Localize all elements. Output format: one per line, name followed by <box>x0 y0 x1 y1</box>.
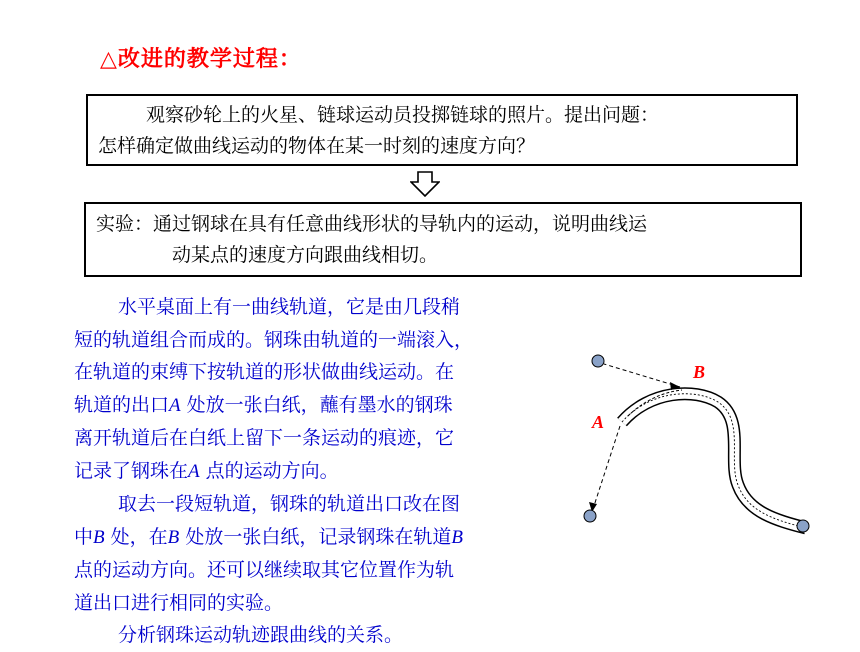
para1-line-4 <box>74 389 554 423</box>
question-box <box>86 94 798 166</box>
description-text <box>74 291 554 652</box>
para1-line-1: 水平桌面上有一曲线轨道，它是由几段稍 <box>118 296 461 318</box>
tangent-line-b <box>604 364 680 387</box>
text-segment: 处，在 <box>104 525 168 548</box>
text-segment: 中 <box>74 525 94 548</box>
ball-a <box>584 510 596 522</box>
para2-line-4: 道出口进行相同的实验。 <box>74 591 284 614</box>
para1-line-5: 离开轨道后在白纸上留下一条运动的痕迹，它 <box>74 427 455 449</box>
ball-path <box>622 394 806 528</box>
text-segment: 记录了钢珠在 <box>74 459 189 482</box>
ball-end <box>797 520 809 532</box>
experiment-line-2: 动某点的速度方向跟曲线相切。 <box>172 244 439 266</box>
para2-line-1: 取去一段短轨道，钢珠的轨道出口改在图 <box>118 493 461 515</box>
curved-track <box>622 394 806 528</box>
para1-line-3: 在轨道的束缚下按轨道的形状做曲线运动。在 <box>74 361 455 383</box>
text-segment: 处放一张白纸，记录钢珠在轨道 <box>179 525 452 548</box>
experiment-line-1: 实验：通过钢球在具有任意曲线形状的导轨内的运动，说明曲线运 <box>96 213 648 235</box>
label-a: A <box>592 412 605 432</box>
text-segment: 处放一张白纸，蘸有墨水的钢珠 <box>180 393 453 416</box>
para2-line-3: 点的运动方向。还可以继续取其它位置作为轨 <box>74 559 455 581</box>
point-a-var: A <box>188 460 200 482</box>
question-line-2: 怎样确定做曲线运动的物体在某一时刻的速度方向？ <box>98 135 536 157</box>
para1-line-2: 短的轨道组合而成的。钢珠由轨道的一端滚入， <box>74 328 474 351</box>
para1-line-6 <box>74 455 554 489</box>
section-title: △改进的教学过程： <box>100 47 302 72</box>
point-a-var: A <box>169 394 181 416</box>
experiment-box <box>84 202 802 277</box>
text-segment: 点的运动方向。 <box>199 459 339 482</box>
point-b-var: B <box>93 526 105 548</box>
question-line-1: 观察砂轮上的火星、链球运动员投掷链球的照片。提出问题： <box>146 104 660 126</box>
label-b: B <box>693 362 706 382</box>
point-b-var: B <box>167 526 180 548</box>
down-arrow-icon <box>410 171 440 197</box>
text-segment: 轨道的出口 <box>74 393 170 416</box>
para2-line-2 <box>74 521 554 555</box>
para3: 分析钢珠运动轨迹跟曲线的关系。 <box>118 624 404 646</box>
ball-b <box>592 355 604 367</box>
point-b-var: B <box>451 526 463 548</box>
tangent-line-a <box>592 426 620 512</box>
track-diagram <box>570 340 820 550</box>
